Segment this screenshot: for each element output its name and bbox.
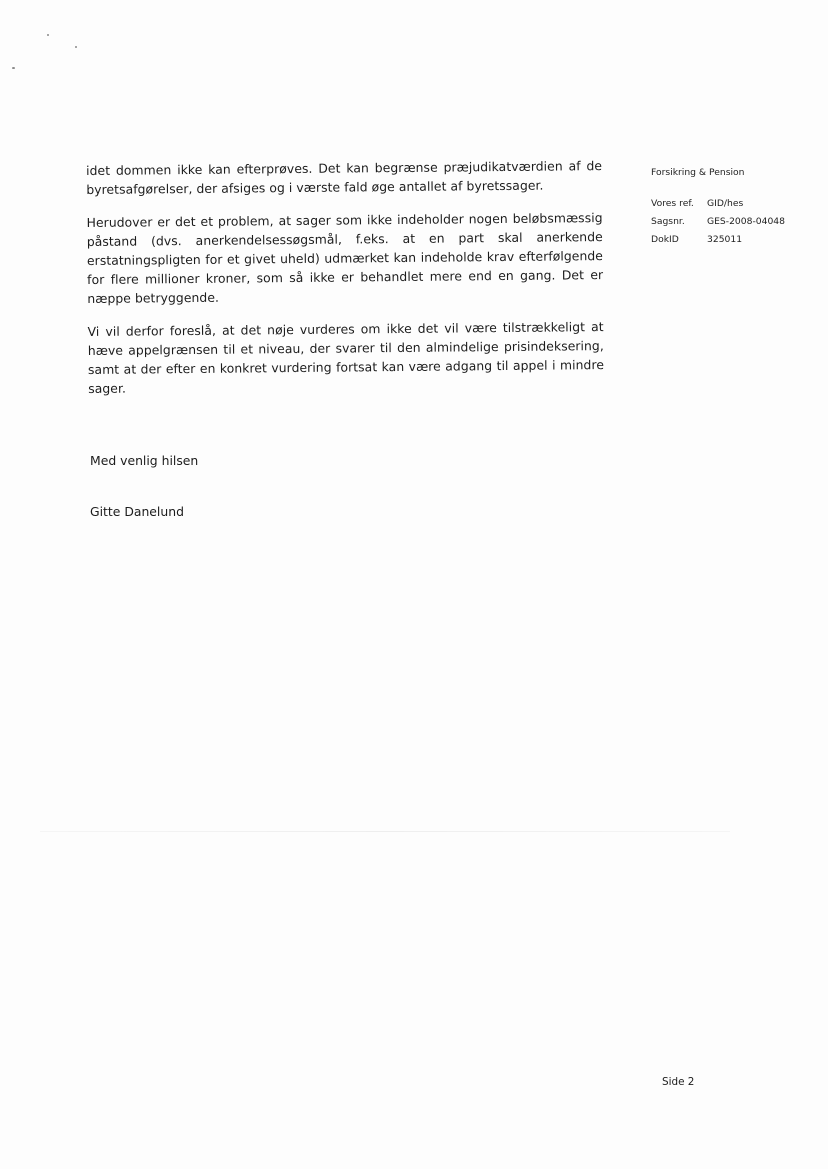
- reference-value: 325011: [707, 234, 743, 245]
- reference-row: [651, 195, 785, 213]
- reference-row: [651, 231, 785, 249]
- signature-name: Gitte Danelund: [90, 504, 184, 519]
- reference-row: [651, 213, 785, 231]
- reference-label: Vores ref.: [651, 198, 694, 209]
- paragraph-2: Herudover er det et problem, at sager som ikke indeholder nogen beløbsmæssig påstand (dvs. anerkendelsessøgsmål, f.eks. at en part skal anerkende erstatningspligten for et givet uheld) udmærket kan indeholde krav efterfølgende for flere millioner kroner, som så ikke er behandlet mere end en gang. Det er næppe betryggende.: [86, 210, 604, 306]
- scan-speck: [12, 67, 15, 69]
- organization-name: Forsikring & Pension: [651, 167, 745, 178]
- closing-greeting: Med venlig hilsen: [90, 453, 199, 468]
- scan-line: [40, 831, 730, 832]
- paragraph-1: idet dommen ikke kan efterprøves. Det kan begrænse præjudikatværdien af de byretsafgørelser, der afsiges og i værste fald øge antallet af byretssager.: [86, 158, 603, 197]
- paragraph-3: Vi vil derfor foreslå, at det nøje vurderes om ikke det vil være tilstrækkeligt at hæve appelgrænsen til et niveau, der svarer til den almindelige prisindeksering, samt at der efter en konkret vurdering fortsat kan være adgang til appel i mindre sager.: [87, 319, 605, 396]
- letter-body: [86, 156, 604, 412]
- reference-value: GES-2008-04048: [707, 216, 785, 227]
- reference-value: GID/hes: [707, 198, 744, 209]
- page-number: Side 2: [662, 1076, 695, 1088]
- reference-sidebar: [651, 164, 821, 249]
- reference-label: Sagsnr.: [651, 216, 685, 227]
- reference-table: [651, 195, 785, 249]
- scan-speck: [75, 46, 77, 48]
- reference-label: DokID: [651, 234, 679, 245]
- scan-speck: [47, 34, 49, 36]
